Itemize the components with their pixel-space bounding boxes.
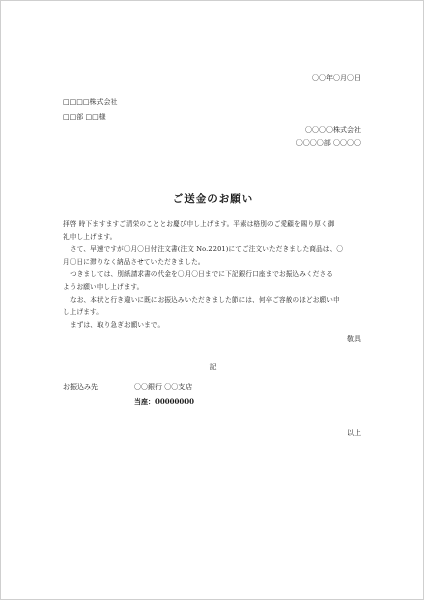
body-line: まずは、取り急ぎお願いまで。 bbox=[70, 320, 165, 329]
body-line: ようお願い申し上げます。 bbox=[63, 282, 144, 291]
sender-person: 〇〇〇〇部 〇〇〇〇 bbox=[295, 139, 361, 147]
transfer-account: 当座：00000000 bbox=[134, 397, 194, 406]
sender-company: 〇〇〇〇株式会社 bbox=[305, 126, 361, 134]
recipient-company: □□□□株式会社 bbox=[63, 98, 118, 106]
transfer-label: お振込み先 bbox=[63, 383, 98, 391]
letter-body bbox=[63, 218, 367, 331]
transfer-bank: 〇〇銀行 〇〇支店 bbox=[134, 383, 193, 391]
end-ijou: 以上 bbox=[347, 429, 361, 437]
recipient-person: □□部 □□様 bbox=[63, 113, 106, 121]
body-line: 月〇日に滞りなく納品させていただきました。 bbox=[63, 257, 205, 266]
body-line: つきましては、別紙請求書の代金を〇月〇日までに下記銀行口座までお振込みくださる bbox=[70, 270, 334, 279]
body-line: 拝啓 時下ますますご清栄のこととお慶び申し上げます。平素は格別のご愛顧を賜り厚く御 bbox=[63, 220, 335, 228]
document-title: ご送金のお願い bbox=[172, 193, 254, 205]
body-line: し上げます。 bbox=[63, 308, 103, 317]
body-line: 礼申し上げます。 bbox=[63, 232, 117, 241]
body-line: なお、本状と行き違いに既にお振込みいただきました節には、何卒ご容赦のほどお願い申 bbox=[70, 295, 340, 304]
closing-keigu: 敬具 bbox=[347, 335, 361, 343]
body-line: さて、早速ですが〇月〇日付注文書(注文 No.2201)にてご注文いただきました商品は、〇 bbox=[70, 245, 344, 254]
document-date: 〇〇年〇月〇日 bbox=[312, 74, 361, 82]
ki-mark: 記 bbox=[209, 363, 217, 371]
